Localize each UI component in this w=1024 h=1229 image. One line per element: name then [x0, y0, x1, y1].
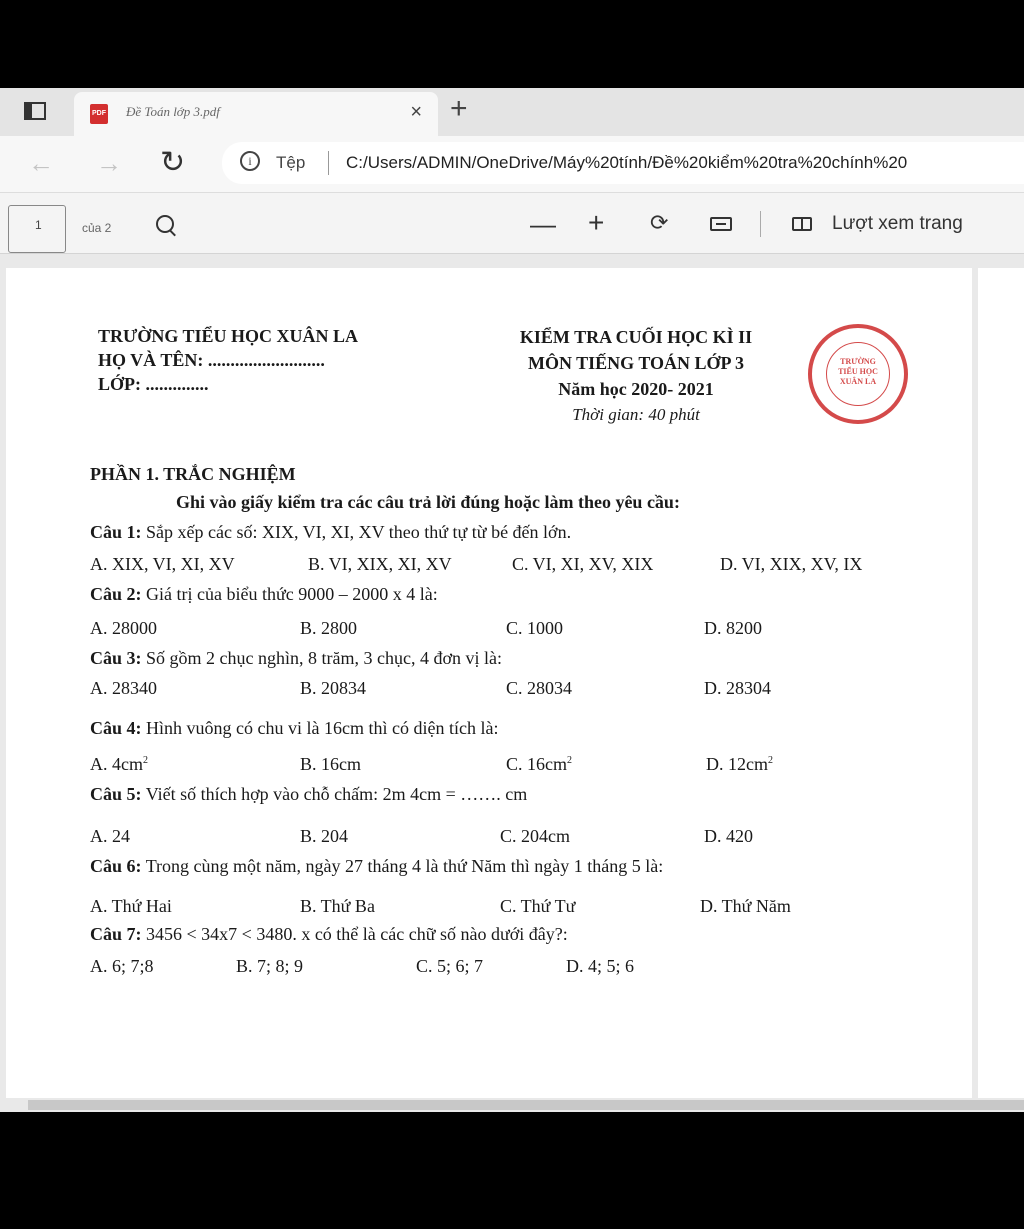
- option-a: A. $4cm^2$: [90, 754, 148, 774]
- option-d: D. 8200: [704, 618, 762, 638]
- option-c: C. 5; 6; 7: [416, 956, 484, 976]
- option-a: A. 6; 7;8: [90, 956, 154, 976]
- option-c: C. $16cm^2$: [506, 754, 572, 774]
- stamp-top-text: TRƯỜNG: [840, 357, 876, 366]
- option-d: D. 4; 5; 6: [566, 956, 635, 976]
- address-url[interactable]: C:/Users/ADMIN/OneDrive/Máy%20tính/Đề%20kiểm%20tra%20chính%20: [346, 153, 908, 172]
- option-c: C. 204cm: [500, 826, 570, 846]
- question-text: Hình vuông có chu vi là 16cm thì có diện tích là:: [141, 718, 499, 738]
- question-label: Câu 5:: [90, 784, 142, 804]
- option-d: D. 28304: [704, 678, 771, 698]
- option-a: A. Thứ Hai: [90, 896, 172, 916]
- exam-subject: MÔN TIẾNG TOÁN LỚP 3: [527, 353, 745, 373]
- question-label: Câu 4:: [90, 718, 142, 738]
- name-line: HỌ VÀ TÊN: ..........................: [98, 350, 325, 370]
- school-stamp: [808, 324, 908, 424]
- zoom-out-button[interactable]: —: [530, 209, 556, 239]
- question-text: Viết số thích hợp vào chỗ chấm: 2m 4cm = ……. cm: [141, 784, 528, 804]
- page-view-button[interactable]: Lượt xem trang: [832, 213, 963, 234]
- page-count-label: của 2: [82, 221, 112, 235]
- option-b: B. 20834: [300, 678, 367, 698]
- search-icon[interactable]: [156, 215, 174, 233]
- address-bar[interactable]: [222, 142, 1024, 184]
- question-label: Câu 7:: [90, 924, 142, 944]
- question-label: Câu 3:: [90, 648, 142, 668]
- browser-window: [0, 88, 1024, 1112]
- option-c: C. 28034: [506, 678, 573, 698]
- zoom-in-button[interactable]: +: [588, 207, 605, 238]
- exam-title: KIỂM TRA CUỐI HỌC KÌ II: [519, 327, 753, 347]
- instruction: Ghi vào giấy kiểm tra các câu trả lời đúng hoặc làm theo yêu cầu:: [176, 492, 680, 512]
- stamp-inner-ring: [826, 342, 890, 406]
- question-label: Câu 2:: [90, 584, 142, 604]
- question-3: [90, 648, 502, 669]
- question-5: [90, 784, 527, 805]
- student-header: [98, 324, 358, 396]
- rotate-icon[interactable]: ⟳: [650, 210, 669, 235]
- superscript: 2: [768, 755, 773, 766]
- option-c: C. Thứ Tư: [500, 896, 576, 916]
- class-line: LỚP: ..............: [98, 374, 209, 394]
- page-view-icon[interactable]: [792, 217, 812, 231]
- question-4: [90, 718, 498, 739]
- option-a: A. 24: [90, 826, 130, 846]
- question-label: Câu 6:: [90, 856, 142, 876]
- option-c: C. VI, XI, XV, XIX: [512, 554, 654, 574]
- question-text: 3456 < 34x7 < 3480. x có thể là các chữ số nào dưới đây?:: [141, 924, 568, 944]
- navigation-bar: [0, 136, 1024, 192]
- tab-bar: [0, 88, 1024, 136]
- question-text: Giá trị của biểu thức 9000 – 2000 x 4 là:: [141, 584, 438, 604]
- pdf-toolbar: [0, 192, 1024, 254]
- back-arrow-icon[interactable]: ←: [28, 148, 54, 178]
- option-b: B. Thứ Ba: [300, 896, 375, 916]
- new-tab-button[interactable]: +: [450, 92, 468, 125]
- page-number-input[interactable]: 1: [8, 205, 66, 253]
- option-a: A. XIX, VI, XI, XV: [90, 554, 235, 574]
- fit-to-page-icon[interactable]: [710, 217, 732, 231]
- question-7: [90, 924, 568, 945]
- option-a: A. 28000: [90, 618, 157, 638]
- option-b: B. 2800: [300, 618, 358, 638]
- option-a: A. 28340: [90, 678, 157, 698]
- option-d: D. 420: [704, 826, 753, 846]
- question-text: Sắp xếp các số: XIX, VI, XI, XV theo thứ tự từ bé đến lớn.: [141, 522, 572, 542]
- question-2: [90, 584, 438, 605]
- exam-header: [436, 324, 836, 428]
- close-tab-icon[interactable]: ×: [410, 101, 422, 123]
- forward-arrow-icon[interactable]: →: [96, 148, 122, 178]
- superscript: 2: [143, 755, 148, 766]
- school-name: TRƯỜNG TIỂU HỌC XUÂN LA: [98, 326, 359, 346]
- option-d: D. VI, XIX, XV, IX: [720, 554, 863, 574]
- stamp-middle-text: TIỂU HỌC: [838, 367, 878, 376]
- pdf-file-icon: PDF: [90, 104, 108, 124]
- option-c: C. 1000: [506, 618, 564, 638]
- question-1: [90, 522, 571, 543]
- tab-actions-icon[interactable]: [24, 102, 46, 120]
- horizontal-scrollbar[interactable]: [28, 1100, 1024, 1110]
- pdf-page: [6, 268, 972, 1098]
- info-icon[interactable]: i: [240, 151, 260, 171]
- stamp-bottom-text: XUÂN LA: [839, 377, 877, 386]
- question-text: Trong cùng một năm, ngày 27 tháng 4 là thứ Năm thì ngày 1 tháng 5 là:: [141, 856, 664, 876]
- exam-time: Thời gian: 40 phút: [572, 405, 700, 424]
- address-scheme-label: Tệp: [276, 153, 306, 172]
- tab-active[interactable]: [74, 92, 438, 136]
- option-b: B. 204: [300, 826, 349, 846]
- option-b: B. VI, XIX, XI, XV: [308, 554, 452, 574]
- question-text: Số gồm 2 chục nghìn, 8 trăm, 3 chục, 4 đơn vị là:: [141, 648, 502, 668]
- tab-title: Đề Toán lớp 3.pdf: [126, 104, 220, 119]
- toolbar-divider: [760, 211, 761, 237]
- option-d: D. Thứ Năm: [700, 896, 791, 916]
- address-divider: [328, 151, 329, 175]
- superscript: 2: [567, 755, 572, 766]
- question-label: Câu 1:: [90, 522, 142, 542]
- option-d: D. $12cm^2$: [706, 754, 773, 774]
- exam-year: Năm học 2020- 2021: [558, 379, 714, 399]
- next-pdf-page: [978, 268, 1024, 1098]
- question-6: [90, 856, 663, 877]
- reload-icon[interactable]: ↻: [160, 146, 186, 179]
- option-b: B. 7; 8; 9: [236, 956, 304, 976]
- option-b: B. 16cm: [300, 754, 361, 774]
- section-title: PHẦN 1. TRẮC NGHIỆM: [90, 464, 296, 484]
